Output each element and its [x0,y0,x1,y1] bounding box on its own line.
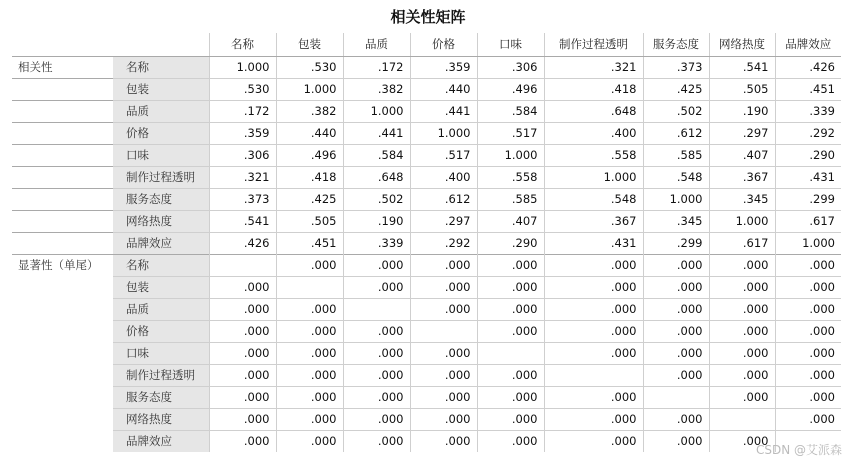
group-label [12,320,113,342]
value-cell: .418 [276,166,343,188]
table-row [12,430,841,452]
value-cell: .321 [209,166,276,188]
value-cell: .000 [343,254,410,276]
value-cell: .505 [276,210,343,232]
row-label: 品牌效应 [113,232,209,254]
value-cell [477,342,544,364]
header-blank [12,33,113,56]
table-row [12,122,841,144]
correlation-matrix-table [12,33,841,452]
value-cell: .000 [276,298,343,320]
table-row [12,210,841,232]
value-cell: .373 [209,188,276,210]
row-label: 服务态度 [113,386,209,408]
value-cell: .382 [276,100,343,122]
row-label: 品质 [113,298,209,320]
value-cell: .505 [709,78,775,100]
column-header: 服务态度 [643,33,709,56]
value-cell: .407 [709,144,775,166]
group-label: 显著性（单尾） [12,254,113,276]
value-cell: .000 [643,254,709,276]
value-cell: .425 [643,78,709,100]
value-cell [410,320,477,342]
value-cell: .000 [775,298,841,320]
value-cell [544,364,643,386]
value-cell: .418 [544,78,643,100]
value-cell: .000 [410,386,477,408]
value-cell: 1.000 [709,210,775,232]
header-blank [113,33,209,56]
value-cell: .000 [276,254,343,276]
value-cell: .451 [276,232,343,254]
row-label: 品质 [113,100,209,122]
row-label: 品牌效应 [113,430,209,452]
value-cell: .000 [709,342,775,364]
group-label [12,342,113,364]
value-cell: .306 [209,144,276,166]
group-label [12,188,113,210]
value-cell: .000 [276,430,343,452]
value-cell: .000 [276,342,343,364]
column-header: 网络热度 [709,33,775,56]
group-label [12,100,113,122]
value-cell: .000 [775,386,841,408]
row-label: 服务态度 [113,188,209,210]
group-label [12,122,113,144]
value-cell: .000 [410,276,477,298]
value-cell: .000 [477,386,544,408]
value-cell [643,386,709,408]
column-header: 品牌效应 [775,33,841,56]
value-cell: .000 [477,276,544,298]
value-cell: .400 [410,166,477,188]
table-row [12,254,841,276]
value-cell: .000 [209,408,276,430]
value-cell: .517 [477,122,544,144]
value-cell: 1.000 [775,232,841,254]
value-cell: .000 [709,298,775,320]
value-cell: .000 [544,408,643,430]
value-cell: .558 [544,144,643,166]
group-label [12,210,113,232]
value-cell: .292 [410,232,477,254]
column-header: 品质 [343,33,410,56]
value-cell: .407 [477,210,544,232]
table-title: 相关性矩阵 [390,8,466,26]
value-cell: .558 [477,166,544,188]
value-cell: .000 [410,254,477,276]
value-cell: .548 [544,188,643,210]
value-cell: 1.000 [209,56,276,78]
column-header: 口味 [477,33,544,56]
table-row [12,144,841,166]
value-cell: .297 [410,210,477,232]
value-cell: .000 [775,254,841,276]
value-cell: 1.000 [410,122,477,144]
value-cell: .172 [209,100,276,122]
value-cell: 1.000 [276,78,343,100]
table-row [12,188,841,210]
value-cell: 1.000 [477,144,544,166]
value-cell: .367 [709,166,775,188]
value-cell: .000 [209,364,276,386]
value-cell [343,298,410,320]
value-cell: .000 [775,320,841,342]
value-cell: .584 [343,144,410,166]
column-header: 名称 [209,33,276,56]
table-row [12,386,841,408]
value-cell: 1.000 [643,188,709,210]
value-cell: .000 [643,320,709,342]
table-row [12,232,841,254]
table-row [12,298,841,320]
value-cell: .000 [276,364,343,386]
value-cell: .584 [477,100,544,122]
group-label [12,232,113,254]
value-cell: .000 [209,298,276,320]
value-cell: .617 [709,232,775,254]
value-cell: .339 [775,100,841,122]
table-row [12,56,841,78]
value-cell: .000 [775,342,841,364]
value-cell: .000 [477,430,544,452]
value-cell: .000 [643,408,709,430]
value-cell [209,254,276,276]
group-label [12,408,113,430]
value-cell: .359 [410,56,477,78]
table-row [12,78,841,100]
value-cell: .000 [709,430,775,452]
value-cell: .000 [544,298,643,320]
value-cell: .306 [477,56,544,78]
value-cell: .000 [343,408,410,430]
value-cell: .000 [544,276,643,298]
row-label: 价格 [113,122,209,144]
value-cell: 1.000 [343,100,410,122]
value-cell: .612 [410,188,477,210]
value-cell: .367 [544,210,643,232]
value-cell: .000 [643,298,709,320]
group-label [12,78,113,100]
value-cell: .345 [643,210,709,232]
value-cell: .000 [276,386,343,408]
value-cell: .000 [709,364,775,386]
value-cell: .000 [410,364,477,386]
value-cell: .617 [775,210,841,232]
table-row [12,408,841,430]
table-row [12,320,841,342]
row-label: 名称 [113,254,209,276]
value-cell: .299 [643,232,709,254]
value-cell [276,276,343,298]
watermark: CSDN @艾派森 [755,443,842,457]
value-cell: .297 [709,122,775,144]
value-cell [709,408,775,430]
value-cell: .000 [643,276,709,298]
value-cell: .172 [343,56,410,78]
row-label: 网络热度 [113,210,209,232]
value-cell: .000 [410,408,477,430]
group-label [12,276,113,298]
value-cell: .426 [775,56,841,78]
table-row [12,364,841,386]
value-cell: .373 [643,56,709,78]
value-cell: .530 [209,78,276,100]
group-label [12,166,113,188]
value-cell: .000 [343,386,410,408]
value-cell: .359 [209,122,276,144]
value-cell: .451 [775,78,841,100]
value-cell: .000 [709,254,775,276]
value-cell: .000 [643,430,709,452]
column-header: 价格 [410,33,477,56]
value-cell: .000 [544,320,643,342]
value-cell: .585 [477,188,544,210]
value-cell: .425 [276,188,343,210]
value-cell: .000 [209,276,276,298]
row-label: 口味 [113,144,209,166]
value-cell: .000 [343,276,410,298]
value-cell: .502 [343,188,410,210]
value-cell: .000 [643,342,709,364]
row-label: 网络热度 [113,408,209,430]
value-cell: .000 [775,364,841,386]
value-cell: .000 [410,298,477,320]
group-label [12,386,113,408]
value-cell: .190 [343,210,410,232]
value-cell: .000 [209,430,276,452]
column-header: 包装 [276,33,343,56]
value-cell: .431 [544,232,643,254]
value-cell: .000 [477,298,544,320]
value-cell: .000 [343,342,410,364]
table-row [12,276,841,298]
row-label: 包装 [113,78,209,100]
row-label: 名称 [113,56,209,78]
value-cell: .000 [410,342,477,364]
value-cell: .440 [410,78,477,100]
row-label: 口味 [113,342,209,364]
header-row [12,33,841,56]
value-cell: .000 [544,386,643,408]
value-cell: .441 [410,100,477,122]
value-cell: .000 [544,254,643,276]
value-cell: .000 [209,342,276,364]
value-cell: .292 [775,122,841,144]
value-cell: .000 [643,364,709,386]
value-cell: .530 [276,56,343,78]
value-cell: .000 [709,276,775,298]
value-cell: .000 [709,386,775,408]
value-cell: .000 [343,320,410,342]
value-cell: .496 [477,78,544,100]
value-cell: .496 [276,144,343,166]
value-cell: .612 [643,122,709,144]
value-cell: .000 [477,408,544,430]
value-cell: .000 [477,254,544,276]
value-cell: .431 [775,166,841,188]
group-label [12,298,113,320]
value-cell: .190 [709,100,775,122]
value-cell: .290 [775,144,841,166]
value-cell: .648 [544,100,643,122]
value-cell: .000 [544,430,643,452]
value-cell: .000 [276,320,343,342]
value-cell: .541 [709,56,775,78]
value-cell: .000 [343,364,410,386]
value-cell: .382 [343,78,410,100]
value-cell: 1.000 [544,166,643,188]
value-cell: .400 [544,122,643,144]
group-label [12,364,113,386]
value-cell: .541 [209,210,276,232]
table-body [12,56,841,452]
row-label: 制作过程透明 [113,364,209,386]
row-label: 包装 [113,276,209,298]
value-cell: .290 [477,232,544,254]
value-cell: .440 [276,122,343,144]
value-cell: .502 [643,100,709,122]
column-header: 制作过程透明 [544,33,643,56]
value-cell: .000 [209,320,276,342]
value-cell: .339 [343,232,410,254]
value-cell: .321 [544,56,643,78]
row-label: 价格 [113,320,209,342]
table-row [12,166,841,188]
value-cell: .426 [209,232,276,254]
value-cell: .548 [643,166,709,188]
value-cell: .517 [410,144,477,166]
value-cell: .000 [343,430,410,452]
value-cell: .000 [775,408,841,430]
table-row [12,100,841,122]
value-cell: .000 [477,364,544,386]
group-label [12,430,113,452]
value-cell: .345 [709,188,775,210]
row-label: 制作过程透明 [113,166,209,188]
value-cell: .000 [276,408,343,430]
value-cell: .000 [709,320,775,342]
value-cell: .585 [643,144,709,166]
value-cell: .000 [775,276,841,298]
value-cell: .648 [343,166,410,188]
group-label: 相关性 [12,56,113,78]
value-cell: .000 [410,430,477,452]
value-cell: .441 [343,122,410,144]
value-cell: .000 [544,342,643,364]
value-cell: .299 [775,188,841,210]
value-cell: .000 [209,386,276,408]
value-cell: .000 [477,320,544,342]
group-label [12,144,113,166]
table-row [12,342,841,364]
